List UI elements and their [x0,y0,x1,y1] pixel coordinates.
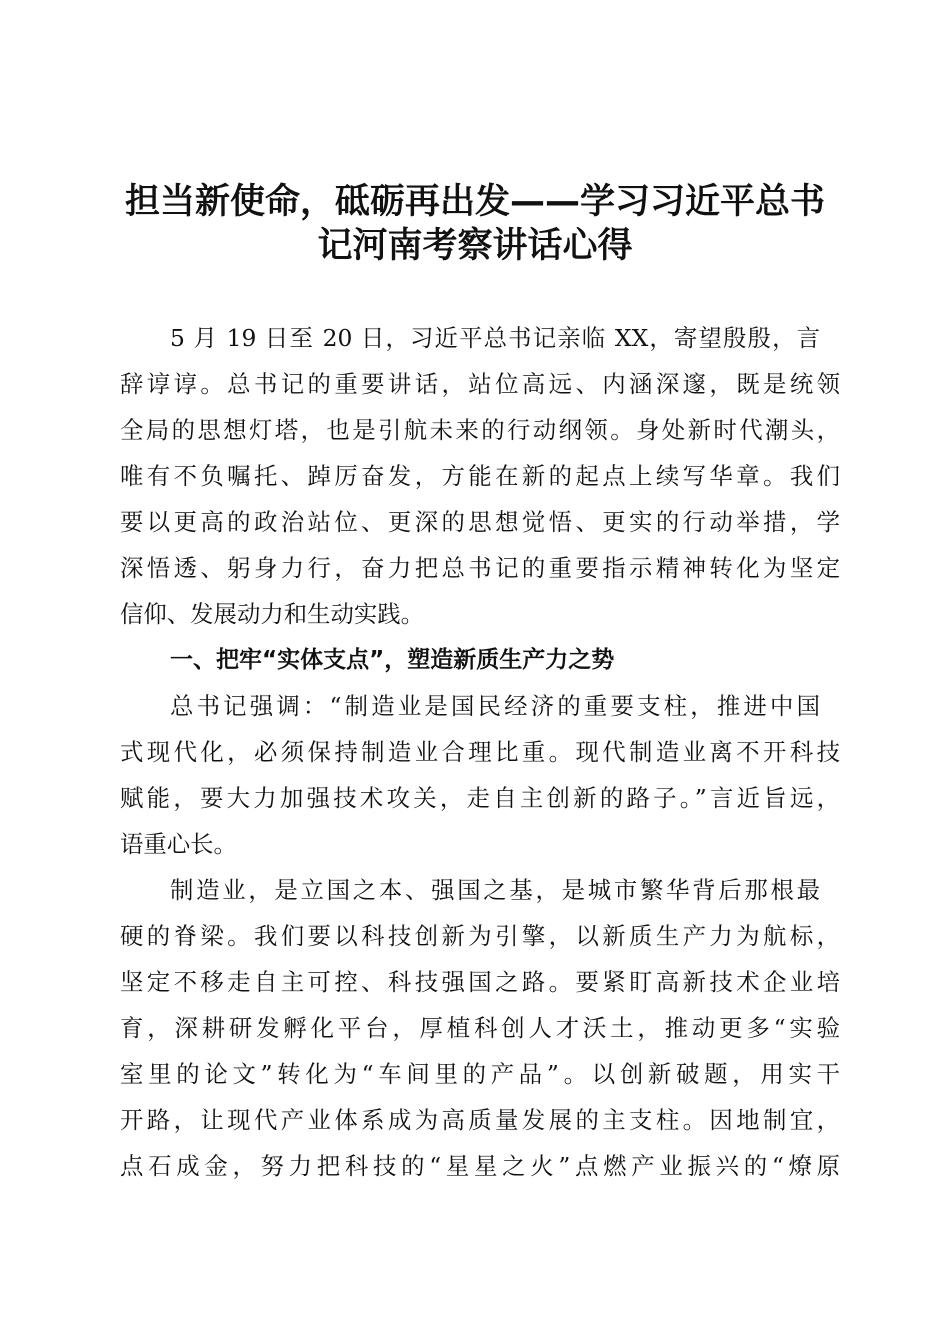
paragraph-2-line-4: 语重心长。 [120,830,237,858]
paragraph-1-line-5: 要以更高的政治站位、更深的思想觉悟、更实的行动举措，学 [120,508,840,536]
paragraph-3-line-6: 开路，让现代产业体系成为高质量发展的主支柱。因地制宜， [120,1106,840,1134]
paragraph-3-line-1: 制造业，是立国之本、强国之基，是城市繁华背后那根最 [170,876,820,904]
paragraph-1-line-3: 全局的思想灯塔，也是引航未来的行动纲领。身处新时代潮头， [120,416,840,444]
paragraph-3-line-5: 室里的论文”转化为“车间里的产品”。以创新破题，用实干 [120,1060,840,1088]
paragraph-3-line-7: 点石成金，努力把科技的“星星之火”点燃产业振兴的“燎原 [120,1152,840,1180]
paragraph-2-line-1: 总书记强调：“制造业是国民经济的重要支柱，推进中国 [170,692,820,720]
paragraph-3-line-2: 硬的脊梁。我们要以科技创新为引擎，以新质生产力为航标， [120,922,840,950]
paragraph-2-line-3: 赋能，要大力加强技术攻关，走自主创新的路子。”言近旨远， [120,784,840,812]
paragraph-2-line-2: 式现代化，必须保持制造业合理比重。现代制造业离不开科技 [120,738,840,766]
paragraph-1-line-2: 辞谆谆。总书记的重要讲话，站位高远、内涵深邃，既是统领 [120,370,840,398]
document-title-line-1: 担当新使命，砥砺再出发——学习习近平总书 [124,182,825,222]
paragraph-1-line-1: 5 月 19 日至 20 日，习近平总书记亲临 XX，寄望殷殷，言 [170,324,820,352]
paragraph-3-line-3: 坚定不移走自主可控、科技强国之路。要紧盯高新技术企业培 [120,968,840,996]
paragraph-1-line-7: 信仰、发展动力和生动实践。 [120,600,425,628]
paragraph-1-line-4: 唯有不负嘱托、踔厉奋发，方能在新的起点上续写华章。我们 [120,462,840,490]
document-title-line-2: 记河南考察讲话心得 [317,226,633,266]
paragraph-1-line-6: 深悟透、躬身力行，奋力把总书记的重要指示精神转化为坚定 [120,554,840,582]
section-heading-1: 一、把牢“实体支点”，塑造新质生产力之势 [170,647,615,673]
paragraph-3-line-4: 育，深耕研发孵化平台，厚植科创人才沃土，推动更多“实验 [120,1014,840,1042]
